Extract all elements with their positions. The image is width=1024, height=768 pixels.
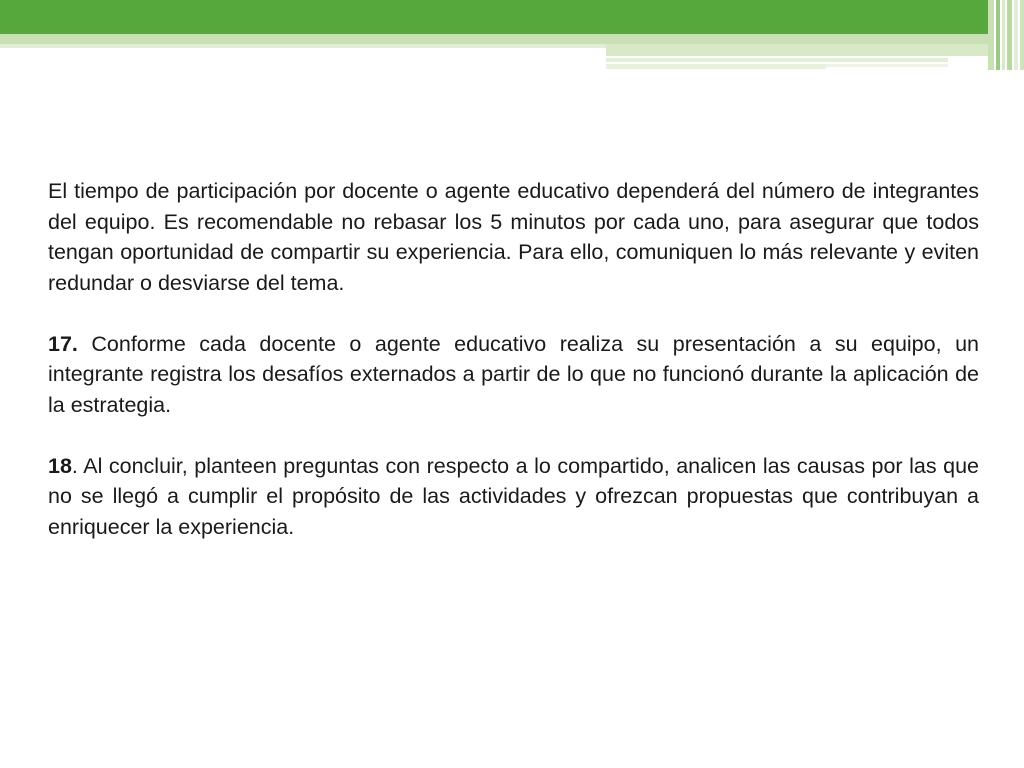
header-band-main [0,0,988,34]
header-band-step [606,44,988,56]
paragraph-number: 17. [48,331,78,356]
header-band-step [606,64,826,69]
paragraph-text: . Al concluir, planteen preguntas con respecto a lo compartido, analicen las causas por las que no se llegó a cumplir el propósito de las actividades y ofrezcan propuestas que contribuyan a enriquecer la experiencia. [48,453,979,539]
paragraph-step-17 [48,329,979,421]
header-band-pale [0,44,606,48]
paragraph-text: Conforme cada docente o agente educativo realiza su presentación a su equipo, un integrante registra los desafíos externados a partir de lo que no funcionó durante la aplicación de la estrategia. [48,331,979,417]
paragraph-number: 18 [48,453,72,478]
paragraph-step-18 [48,451,979,543]
slide-body [48,176,979,573]
header-band-light [0,34,988,44]
header-band-step [826,64,948,67]
header-vertical-stripes [988,0,1024,70]
paragraph-intro [48,176,979,298]
paragraph-text: El tiempo de participación por docente o agente educativo dependerá del número de integrantes del equipo. Es recomendable no rebasar los 5 minutos por cada uno, para asegurar que todos tengan oportunidad de compartir su experiencia. Para ello, comuniquen lo más relevante y eviten redundar o desviarse del tema. [48,179,979,295]
header-band-step [606,58,948,62]
